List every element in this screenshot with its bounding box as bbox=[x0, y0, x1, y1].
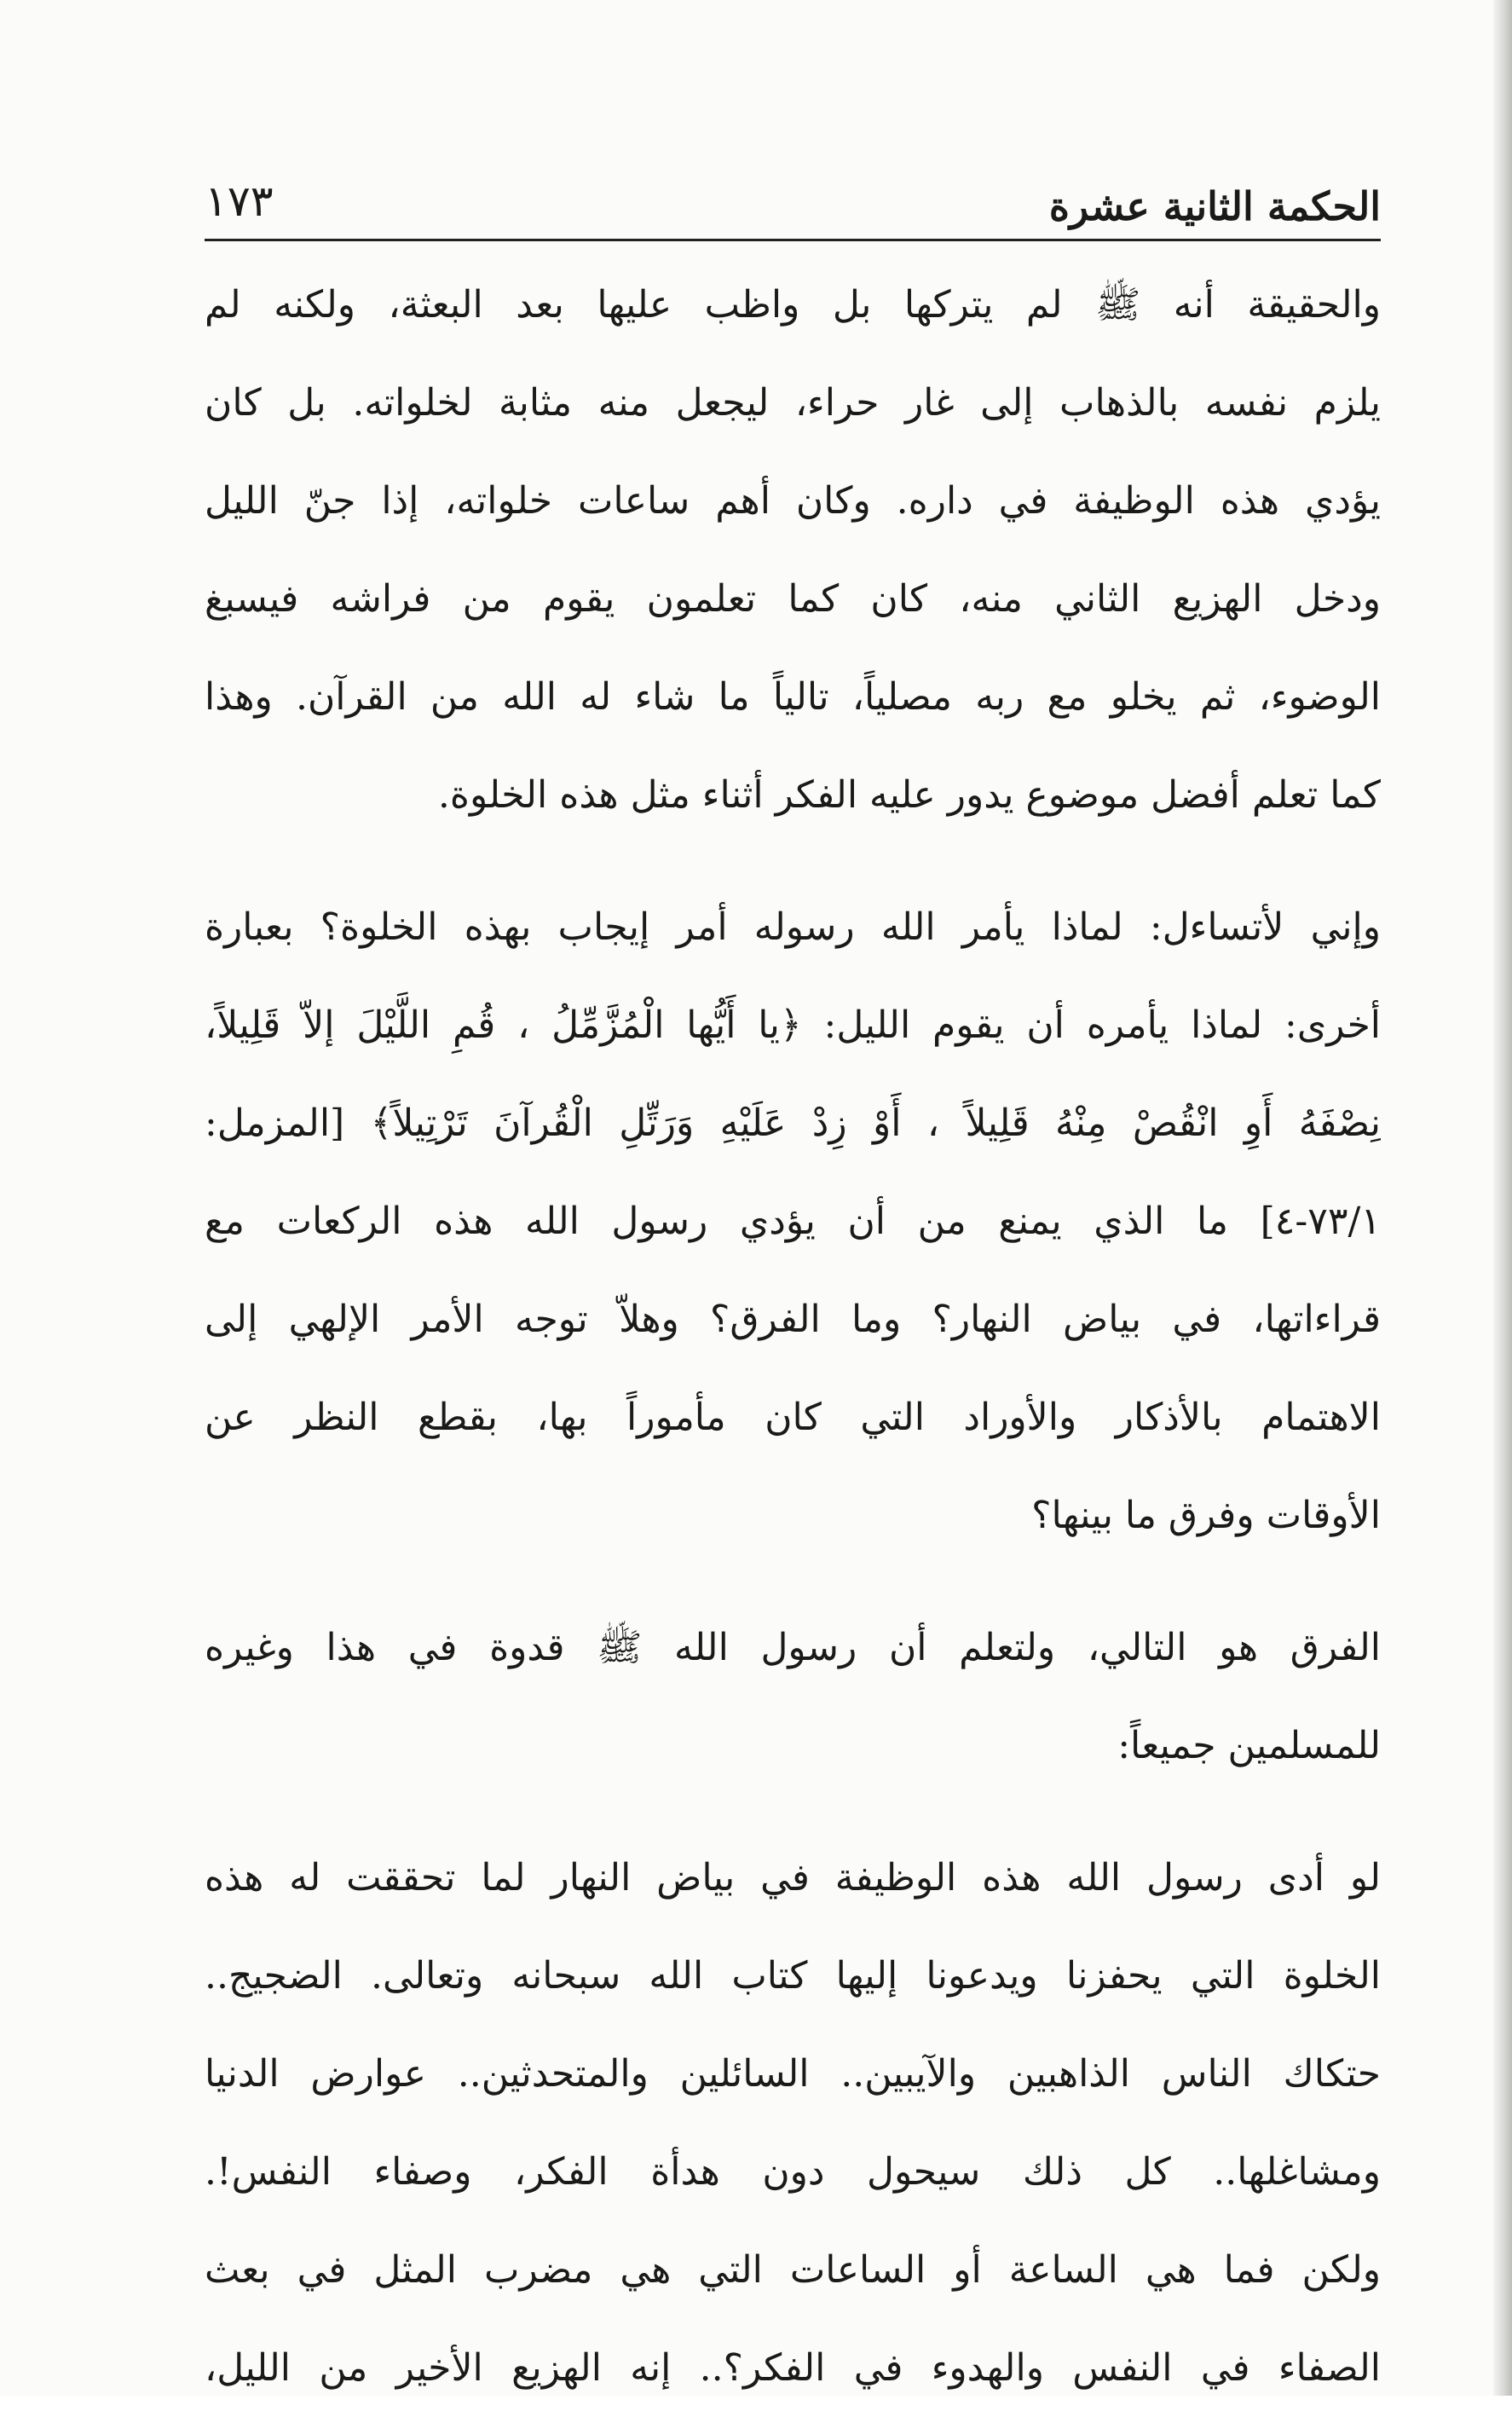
page-number: ١٧٣ bbox=[205, 176, 274, 226]
text-line: ولكن فما هي الساعة أو الساعات التي هي مضرب المثل في بعث bbox=[205, 2248, 1381, 2292]
page-header bbox=[205, 164, 1381, 240]
text-line: أخرى: لماذا يأمره أن يقوم الليل: ﴿يا أَيُّها الْمُزَّمِّلُ ، قُمِ اللَّيْلَ إلاّ قَلِيلاً، bbox=[205, 1003, 1381, 1047]
text-line: والحقيقة أنه ﷺ لم يتركها بل واظب عليها بعد البعثة، ولكنه لم bbox=[205, 283, 1381, 327]
text-line: الوضوء، ثم يخلو مع ربه مصلياً، تالياً ما شاء له الله من القرآن. وهذا bbox=[205, 675, 1381, 719]
text-line: يؤدي هذه الوظيفة في داره. وكان أهم ساعات خلواته، إذا جنّ الليل bbox=[205, 479, 1381, 523]
text-line: ودخل الهزيع الثاني منه، كان كما تعلمون يقوم من فراشه فيسبغ bbox=[205, 577, 1381, 621]
text-line: الاهتمام بالأذكار والأوراد التي كان مأموراً بها، بقطع النظر عن bbox=[205, 1396, 1381, 1439]
text-line: قراءاتها، في بياض النهار؟ وما الفرق؟ وهلاّ توجه الأمر الإلهي إلى bbox=[205, 1298, 1381, 1341]
paragraph-4 bbox=[205, 1829, 1381, 2417]
text-line: ومشاغلها.. كل ذلك سيحول دون هدأة الفكر، وصفاء النفس!. bbox=[205, 2150, 1381, 2194]
paragraph-gap bbox=[205, 1564, 1381, 1599]
text-line: وإني لأتساءل: لماذا يأمر الله رسوله أمر إيجاب بهذه الخلوة؟ بعبارة bbox=[205, 905, 1381, 949]
paragraph-1 bbox=[205, 256, 1381, 844]
page-body bbox=[205, 256, 1381, 2417]
text-line: الأوقات وفرق ما بينها؟ bbox=[1031, 1494, 1381, 1537]
text-line: الفرق هو التالي، ولتعلم أن رسول الله ﷺ قدوة في هذا وغيره bbox=[205, 1626, 1381, 1669]
text-line: الصفاء في النفس والهدوء في الفكر؟.. إنه الهزيع الأخير من الليل، bbox=[205, 2346, 1381, 2390]
text-line: حتكاك الناس الذاهبين والآيبين.. السائلين والمتحدثين.. عوارض الدنيا bbox=[205, 2052, 1381, 2096]
text-line: للمسلمين جميعاً: bbox=[1117, 1724, 1381, 1767]
text-line: لو أدى رسول الله هذه الوظيفة في بياض النهار لما تحققت له هذه bbox=[205, 1856, 1381, 1899]
paragraph-3 bbox=[205, 1599, 1381, 1795]
chapter-title: الحكمة الثانية عشرة bbox=[1048, 183, 1381, 229]
scan-edge-shadow bbox=[1493, 0, 1512, 2396]
paragraph-gap bbox=[205, 1795, 1381, 1829]
text-line: ٧٣/١-٤] ما الذي يمنع من أن يؤدي رسول الله هذه الركعات مع bbox=[205, 1200, 1381, 1243]
text-line: كما تعلم أفضل موضوع يدور عليه الفكر أثناء مثل هذه الخلوة. bbox=[437, 773, 1381, 817]
text-line: يلزم نفسه بالذهاب إلى غار حراء، ليجعل منه مثابة لخلواته. بل كان bbox=[205, 381, 1381, 425]
text-line: الخلوة التي يحفزنا ويدعونا إليها كتاب الله سبحانه وتعالى. الضجيج.. bbox=[205, 1954, 1381, 1998]
paragraph-2 bbox=[205, 878, 1381, 1564]
text-line: نِصْفَهُ أَوِ انْقُصْ مِنْهُ قَلِيلاً ، أَوْ زِدْ عَلَيْهِ وَرَتِّلِ الْقُرآنَ تَرْتِيلاً﴾ [المزمل: bbox=[205, 1102, 1381, 1145]
header-rule bbox=[205, 239, 1381, 241]
paragraph-gap bbox=[205, 844, 1381, 878]
